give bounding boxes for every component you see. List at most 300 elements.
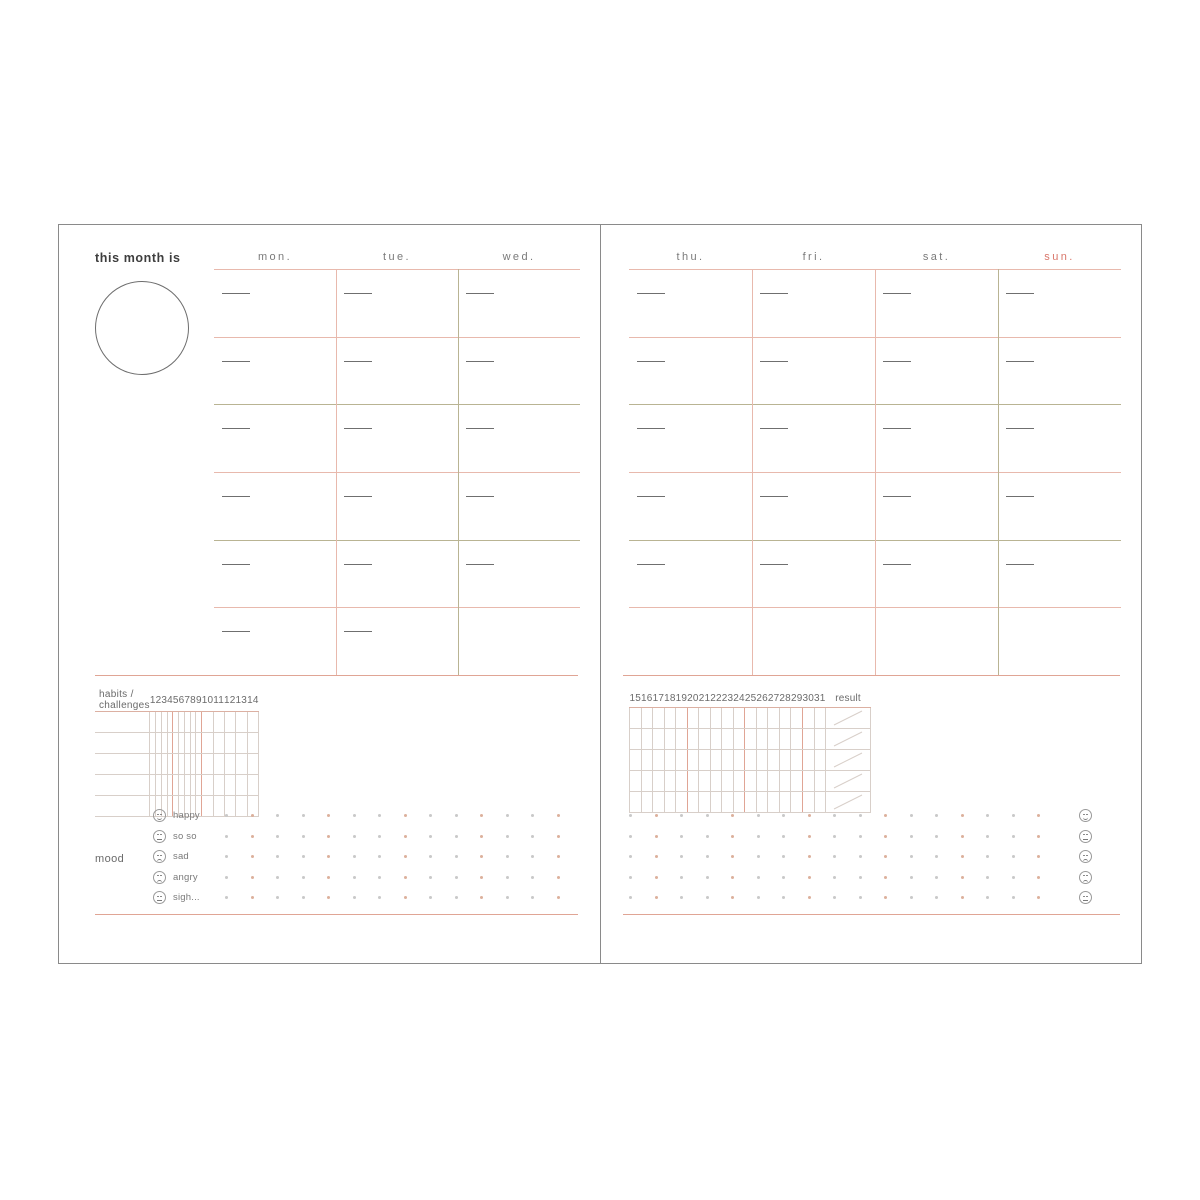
mood-dot[interactable] bbox=[480, 896, 483, 899]
habit-cell-31[interactable] bbox=[814, 750, 826, 771]
habit-cell-19[interactable] bbox=[676, 750, 688, 771]
mood-dot[interactable] bbox=[225, 896, 228, 899]
mood-dot[interactable] bbox=[859, 835, 862, 838]
habit-cell-31[interactable] bbox=[814, 792, 826, 813]
mood-dot[interactable] bbox=[276, 876, 279, 879]
habit-cell-15[interactable] bbox=[630, 771, 642, 792]
habit-cell-19[interactable] bbox=[676, 708, 688, 729]
habit-cell-19[interactable] bbox=[676, 792, 688, 813]
habit-cell-27[interactable] bbox=[768, 729, 780, 750]
habit-cell-28[interactable] bbox=[779, 771, 791, 792]
date-write-line[interactable] bbox=[637, 428, 665, 429]
habit-cell-17[interactable] bbox=[653, 708, 665, 729]
mood-dot[interactable] bbox=[935, 835, 938, 838]
habit-cell-12[interactable] bbox=[224, 733, 236, 754]
mood-dot[interactable] bbox=[1012, 896, 1015, 899]
mood-dot[interactable] bbox=[506, 855, 509, 858]
mood-dot[interactable] bbox=[429, 855, 432, 858]
habit-cell-27[interactable] bbox=[768, 750, 780, 771]
habit-cell-19[interactable] bbox=[676, 771, 688, 792]
mood-dot[interactable] bbox=[429, 896, 432, 899]
mood-dot[interactable] bbox=[961, 855, 964, 858]
mood-dot[interactable] bbox=[757, 876, 760, 879]
date-write-line[interactable] bbox=[222, 361, 250, 362]
mood-dot[interactable] bbox=[557, 835, 560, 838]
mood-dot[interactable] bbox=[629, 855, 632, 858]
mood-dot[interactable] bbox=[757, 814, 760, 817]
habit-cell-22[interactable] bbox=[710, 729, 722, 750]
habit-cell-23[interactable] bbox=[722, 729, 734, 750]
habit-cell-20[interactable] bbox=[687, 729, 699, 750]
mood-dot[interactable] bbox=[353, 855, 356, 858]
habit-cell-14[interactable] bbox=[247, 754, 259, 775]
mood-dot[interactable] bbox=[731, 855, 734, 858]
habit-cell-22[interactable] bbox=[710, 708, 722, 729]
mood-dot[interactable] bbox=[404, 835, 407, 838]
date-write-line[interactable] bbox=[637, 496, 665, 497]
habit-cell-24[interactable] bbox=[733, 771, 745, 792]
date-write-line[interactable] bbox=[760, 496, 788, 497]
date-write-line[interactable] bbox=[222, 428, 250, 429]
mood-dot[interactable] bbox=[276, 835, 279, 838]
date-write-line[interactable] bbox=[637, 564, 665, 565]
mood-dot[interactable] bbox=[276, 814, 279, 817]
habit-cell-21[interactable] bbox=[699, 729, 711, 750]
mood-dot[interactable] bbox=[225, 876, 228, 879]
mood-dot[interactable] bbox=[680, 814, 683, 817]
habit-cell-21[interactable] bbox=[699, 792, 711, 813]
habit-result-cell[interactable] bbox=[826, 771, 871, 792]
mood-dot[interactable] bbox=[706, 896, 709, 899]
habit-cell-23[interactable] bbox=[722, 771, 734, 792]
habit-cell-29[interactable] bbox=[791, 729, 803, 750]
habit-cell-29[interactable] bbox=[791, 771, 803, 792]
mood-dot[interactable] bbox=[455, 855, 458, 858]
mood-dot[interactable] bbox=[1012, 855, 1015, 858]
mood-dot[interactable] bbox=[455, 814, 458, 817]
habit-cell-26[interactable] bbox=[756, 750, 768, 771]
mood-dot[interactable] bbox=[353, 835, 356, 838]
date-write-line[interactable] bbox=[466, 293, 494, 294]
date-write-line[interactable] bbox=[344, 361, 372, 362]
mood-dot[interactable] bbox=[680, 855, 683, 858]
habits-table-left[interactable] bbox=[95, 689, 259, 817]
date-write-line[interactable] bbox=[760, 293, 788, 294]
habit-cell-13[interactable] bbox=[236, 712, 248, 733]
date-write-line[interactable] bbox=[222, 631, 250, 632]
mood-dot[interactable] bbox=[884, 896, 887, 899]
habit-cell-10[interactable] bbox=[202, 712, 214, 733]
mood-dot[interactable] bbox=[1037, 876, 1040, 879]
mood-dot[interactable] bbox=[251, 814, 254, 817]
mood-dot[interactable] bbox=[378, 896, 381, 899]
mood-dot[interactable] bbox=[480, 855, 483, 858]
habit-cell-27[interactable] bbox=[768, 771, 780, 792]
mood-dot[interactable] bbox=[1037, 896, 1040, 899]
habit-row[interactable] bbox=[630, 792, 871, 813]
mood-dot[interactable] bbox=[531, 835, 534, 838]
mood-dot[interactable] bbox=[731, 814, 734, 817]
habit-cell-16[interactable] bbox=[641, 708, 653, 729]
habit-cell-24[interactable] bbox=[733, 792, 745, 813]
habit-name-cell[interactable] bbox=[95, 775, 150, 796]
mood-dot[interactable] bbox=[629, 876, 632, 879]
mood-dot[interactable] bbox=[935, 876, 938, 879]
mood-dot[interactable] bbox=[833, 896, 836, 899]
habit-cell-13[interactable] bbox=[236, 733, 248, 754]
mood-dot[interactable] bbox=[327, 876, 330, 879]
habit-cell-26[interactable] bbox=[756, 708, 768, 729]
date-write-line[interactable] bbox=[760, 428, 788, 429]
habit-result-cell[interactable] bbox=[826, 792, 871, 813]
mood-dot[interactable] bbox=[629, 896, 632, 899]
habit-row[interactable] bbox=[95, 712, 259, 733]
mood-dot[interactable] bbox=[808, 896, 811, 899]
mood-dot[interactable] bbox=[429, 814, 432, 817]
mood-dot[interactable] bbox=[808, 814, 811, 817]
mood-dot[interactable] bbox=[655, 896, 658, 899]
habit-cell-30[interactable] bbox=[802, 729, 814, 750]
habit-cell-10[interactable] bbox=[202, 775, 214, 796]
mood-dot[interactable] bbox=[302, 896, 305, 899]
habit-cell-28[interactable] bbox=[779, 792, 791, 813]
habit-row[interactable] bbox=[95, 754, 259, 775]
habit-cell-22[interactable] bbox=[710, 792, 722, 813]
mood-dot[interactable] bbox=[782, 835, 785, 838]
mood-dot[interactable] bbox=[327, 855, 330, 858]
habit-cell-25[interactable] bbox=[745, 708, 757, 729]
mood-dot[interactable] bbox=[302, 876, 305, 879]
habit-cell-13[interactable] bbox=[236, 796, 248, 817]
mood-dot[interactable] bbox=[706, 814, 709, 817]
mood-dot[interactable] bbox=[833, 855, 836, 858]
mood-dot[interactable] bbox=[1012, 876, 1015, 879]
mood-dot[interactable] bbox=[225, 814, 228, 817]
habit-cell-28[interactable] bbox=[779, 708, 791, 729]
mood-dot[interactable] bbox=[531, 814, 534, 817]
date-write-line[interactable] bbox=[466, 496, 494, 497]
habit-cell-27[interactable] bbox=[768, 708, 780, 729]
habit-cell-17[interactable] bbox=[653, 729, 665, 750]
habit-name-cell[interactable] bbox=[95, 733, 150, 754]
habit-cell-12[interactable] bbox=[224, 775, 236, 796]
mood-dot[interactable] bbox=[353, 814, 356, 817]
habit-cell-16[interactable] bbox=[641, 729, 653, 750]
date-write-line[interactable] bbox=[760, 564, 788, 565]
habit-row[interactable] bbox=[630, 708, 871, 729]
mood-dot[interactable] bbox=[706, 835, 709, 838]
mood-dot[interactable] bbox=[480, 876, 483, 879]
date-write-line[interactable] bbox=[1006, 496, 1034, 497]
mood-dot[interactable] bbox=[986, 876, 989, 879]
habit-cell-22[interactable] bbox=[710, 771, 722, 792]
mood-dot[interactable] bbox=[706, 855, 709, 858]
habit-cell-16[interactable] bbox=[641, 792, 653, 813]
mood-dot[interactable] bbox=[302, 835, 305, 838]
mood-dot[interactable] bbox=[935, 855, 938, 858]
habit-cell-20[interactable] bbox=[687, 792, 699, 813]
mood-dot[interactable] bbox=[757, 835, 760, 838]
habit-cell-10[interactable] bbox=[202, 796, 214, 817]
habit-cell-18[interactable] bbox=[664, 771, 676, 792]
mood-dot[interactable] bbox=[276, 896, 279, 899]
habit-cell-25[interactable] bbox=[745, 750, 757, 771]
mood-dot[interactable] bbox=[378, 855, 381, 858]
mood-dot[interactable] bbox=[480, 814, 483, 817]
mood-dot[interactable] bbox=[455, 896, 458, 899]
mood-dot[interactable] bbox=[655, 855, 658, 858]
habit-row[interactable] bbox=[630, 750, 871, 771]
mood-dot[interactable] bbox=[859, 876, 862, 879]
calendar-grid-right[interactable] bbox=[629, 269, 1121, 675]
mood-dot[interactable] bbox=[910, 896, 913, 899]
habit-cell-12[interactable] bbox=[224, 754, 236, 775]
habit-cell-14[interactable] bbox=[247, 733, 259, 754]
date-write-line[interactable] bbox=[1006, 293, 1034, 294]
date-write-line[interactable] bbox=[1006, 428, 1034, 429]
mood-dot[interactable] bbox=[757, 896, 760, 899]
date-write-line[interactable] bbox=[466, 361, 494, 362]
mood-dot[interactable] bbox=[655, 835, 658, 838]
habit-cell-22[interactable] bbox=[710, 750, 722, 771]
habit-cell-21[interactable] bbox=[699, 771, 711, 792]
date-write-line[interactable] bbox=[637, 293, 665, 294]
habit-cell-25[interactable] bbox=[745, 792, 757, 813]
month-circle-field[interactable] bbox=[95, 281, 189, 375]
mood-dot[interactable] bbox=[225, 835, 228, 838]
mood-dot[interactable] bbox=[480, 835, 483, 838]
date-write-line[interactable] bbox=[344, 496, 372, 497]
mood-dot[interactable] bbox=[935, 814, 938, 817]
mood-dot[interactable] bbox=[506, 814, 509, 817]
mood-dot[interactable] bbox=[833, 835, 836, 838]
habit-cell-11[interactable] bbox=[213, 796, 224, 817]
mood-dot[interactable] bbox=[531, 855, 534, 858]
mood-dot[interactable] bbox=[884, 814, 887, 817]
mood-dot[interactable] bbox=[935, 896, 938, 899]
mood-dot[interactable] bbox=[378, 814, 381, 817]
mood-dot[interactable] bbox=[557, 855, 560, 858]
habit-cell-15[interactable] bbox=[630, 708, 642, 729]
mood-dot[interactable] bbox=[302, 855, 305, 858]
mood-dot[interactable] bbox=[353, 896, 356, 899]
habit-cell-17[interactable] bbox=[653, 792, 665, 813]
habit-cell-24[interactable] bbox=[733, 708, 745, 729]
mood-dot[interactable] bbox=[429, 835, 432, 838]
habit-row[interactable] bbox=[630, 771, 871, 792]
habit-name-cell[interactable] bbox=[95, 754, 150, 775]
habit-cell-14[interactable] bbox=[247, 775, 259, 796]
habit-cell-29[interactable] bbox=[791, 708, 803, 729]
mood-dot[interactable] bbox=[782, 876, 785, 879]
mood-dot[interactable] bbox=[1012, 814, 1015, 817]
mood-dot[interactable] bbox=[251, 896, 254, 899]
habit-cell-24[interactable] bbox=[733, 750, 745, 771]
mood-dot[interactable] bbox=[680, 835, 683, 838]
habit-cell-14[interactable] bbox=[247, 712, 259, 733]
habit-cell-30[interactable] bbox=[802, 750, 814, 771]
mood-dot[interactable] bbox=[404, 876, 407, 879]
habit-cell-25[interactable] bbox=[745, 771, 757, 792]
habit-cell-11[interactable] bbox=[213, 754, 224, 775]
date-write-line[interactable] bbox=[1006, 564, 1034, 565]
habit-result-cell[interactable] bbox=[826, 750, 871, 771]
habit-cell-21[interactable] bbox=[699, 750, 711, 771]
mood-dot[interactable] bbox=[455, 876, 458, 879]
habit-name-cell[interactable] bbox=[95, 712, 150, 733]
habit-name-cell[interactable] bbox=[95, 796, 150, 817]
mood-dot[interactable] bbox=[782, 855, 785, 858]
mood-dot[interactable] bbox=[680, 876, 683, 879]
habit-cell-11[interactable] bbox=[213, 775, 224, 796]
mood-dot[interactable] bbox=[833, 814, 836, 817]
mood-dot[interactable] bbox=[506, 876, 509, 879]
date-write-line[interactable] bbox=[344, 631, 372, 632]
habit-cell-20[interactable] bbox=[687, 708, 699, 729]
habit-cell-25[interactable] bbox=[745, 729, 757, 750]
habit-cell-18[interactable] bbox=[664, 729, 676, 750]
habit-cell-29[interactable] bbox=[791, 792, 803, 813]
mood-dot[interactable] bbox=[531, 876, 534, 879]
habit-cell-21[interactable] bbox=[699, 708, 711, 729]
mood-dot[interactable] bbox=[961, 896, 964, 899]
mood-dot[interactable] bbox=[327, 814, 330, 817]
mood-dot[interactable] bbox=[531, 896, 534, 899]
habit-row[interactable] bbox=[95, 733, 259, 754]
mood-dot[interactable] bbox=[629, 835, 632, 838]
mood-dot[interactable] bbox=[884, 876, 887, 879]
mood-dot[interactable] bbox=[910, 876, 913, 879]
habit-cell-15[interactable] bbox=[630, 729, 642, 750]
mood-dot[interactable] bbox=[1037, 814, 1040, 817]
mood-dot[interactable] bbox=[327, 835, 330, 838]
date-write-line[interactable] bbox=[883, 293, 911, 294]
date-write-line[interactable] bbox=[344, 564, 372, 565]
mood-dot[interactable] bbox=[455, 835, 458, 838]
mood-dot[interactable] bbox=[808, 855, 811, 858]
date-write-line[interactable] bbox=[883, 361, 911, 362]
habit-cell-26[interactable] bbox=[756, 771, 768, 792]
mood-dot[interactable] bbox=[859, 814, 862, 817]
habit-cell-31[interactable] bbox=[814, 729, 826, 750]
habit-cell-10[interactable] bbox=[202, 754, 214, 775]
habit-cell-15[interactable] bbox=[630, 750, 642, 771]
habit-cell-30[interactable] bbox=[802, 771, 814, 792]
habit-result-cell[interactable] bbox=[826, 708, 871, 729]
mood-dot[interactable] bbox=[404, 855, 407, 858]
mood-dot[interactable] bbox=[506, 835, 509, 838]
habit-result-cell[interactable] bbox=[826, 729, 871, 750]
mood-dot[interactable] bbox=[1037, 855, 1040, 858]
mood-dot[interactable] bbox=[884, 855, 887, 858]
date-write-line[interactable] bbox=[222, 496, 250, 497]
habits-table-right[interactable] bbox=[629, 689, 871, 813]
date-write-line[interactable] bbox=[883, 496, 911, 497]
habit-cell-23[interactable] bbox=[722, 792, 734, 813]
habit-cell-31[interactable] bbox=[814, 771, 826, 792]
calendar-grid-left[interactable] bbox=[214, 269, 580, 675]
mood-dot[interactable] bbox=[251, 876, 254, 879]
mood-dot[interactable] bbox=[884, 835, 887, 838]
mood-dot[interactable] bbox=[327, 896, 330, 899]
habit-cell-18[interactable] bbox=[664, 792, 676, 813]
mood-dot[interactable] bbox=[910, 814, 913, 817]
mood-dot[interactable] bbox=[910, 835, 913, 838]
mood-dot[interactable] bbox=[986, 814, 989, 817]
mood-dot[interactable] bbox=[557, 896, 560, 899]
mood-dot[interactable] bbox=[506, 896, 509, 899]
date-write-line[interactable] bbox=[760, 361, 788, 362]
mood-dot[interactable] bbox=[986, 835, 989, 838]
habit-cell-26[interactable] bbox=[756, 792, 768, 813]
date-write-line[interactable] bbox=[222, 293, 250, 294]
mood-dot[interactable] bbox=[731, 876, 734, 879]
date-write-line[interactable] bbox=[883, 564, 911, 565]
date-write-line[interactable] bbox=[883, 428, 911, 429]
habit-cell-11[interactable] bbox=[213, 733, 224, 754]
habit-cell-19[interactable] bbox=[676, 729, 688, 750]
mood-dot[interactable] bbox=[859, 855, 862, 858]
habit-row[interactable] bbox=[95, 775, 259, 796]
mood-dot[interactable] bbox=[655, 814, 658, 817]
mood-dot[interactable] bbox=[378, 876, 381, 879]
mood-dot[interactable] bbox=[833, 876, 836, 879]
date-write-line[interactable] bbox=[466, 428, 494, 429]
mood-dot[interactable] bbox=[961, 814, 964, 817]
mood-dot[interactable] bbox=[961, 876, 964, 879]
mood-dot[interactable] bbox=[910, 855, 913, 858]
date-write-line[interactable] bbox=[344, 428, 372, 429]
mood-dot[interactable] bbox=[782, 896, 785, 899]
habit-cell-13[interactable] bbox=[236, 754, 248, 775]
mood-dot[interactable] bbox=[782, 814, 785, 817]
habit-cell-18[interactable] bbox=[664, 708, 676, 729]
mood-dot[interactable] bbox=[353, 876, 356, 879]
mood-dot[interactable] bbox=[706, 876, 709, 879]
date-write-line[interactable] bbox=[222, 564, 250, 565]
habit-cell-30[interactable] bbox=[802, 792, 814, 813]
mood-dot[interactable] bbox=[557, 814, 560, 817]
habit-cell-17[interactable] bbox=[653, 750, 665, 771]
habit-cell-30[interactable] bbox=[802, 708, 814, 729]
habit-cell-20[interactable] bbox=[687, 750, 699, 771]
habit-cell-12[interactable] bbox=[224, 712, 236, 733]
mood-dot[interactable] bbox=[557, 876, 560, 879]
mood-dot[interactable] bbox=[629, 814, 632, 817]
habit-cell-29[interactable] bbox=[791, 750, 803, 771]
date-write-line[interactable] bbox=[1006, 361, 1034, 362]
mood-dot[interactable] bbox=[808, 835, 811, 838]
mood-dot[interactable] bbox=[251, 835, 254, 838]
mood-dot[interactable] bbox=[276, 855, 279, 858]
mood-dot[interactable] bbox=[378, 835, 381, 838]
mood-dot[interactable] bbox=[961, 835, 964, 838]
mood-dot[interactable] bbox=[808, 876, 811, 879]
habit-cell-27[interactable] bbox=[768, 792, 780, 813]
habit-cell-28[interactable] bbox=[779, 750, 791, 771]
habit-cell-17[interactable] bbox=[653, 771, 665, 792]
habit-cell-28[interactable] bbox=[779, 729, 791, 750]
mood-dot[interactable] bbox=[680, 896, 683, 899]
mood-dot[interactable] bbox=[859, 896, 862, 899]
mood-dot[interactable] bbox=[757, 855, 760, 858]
date-write-line[interactable] bbox=[637, 361, 665, 362]
mood-dot[interactable] bbox=[1012, 835, 1015, 838]
habit-cell-23[interactable] bbox=[722, 750, 734, 771]
habit-cell-16[interactable] bbox=[641, 750, 653, 771]
mood-dot[interactable] bbox=[986, 855, 989, 858]
date-write-line[interactable] bbox=[344, 293, 372, 294]
